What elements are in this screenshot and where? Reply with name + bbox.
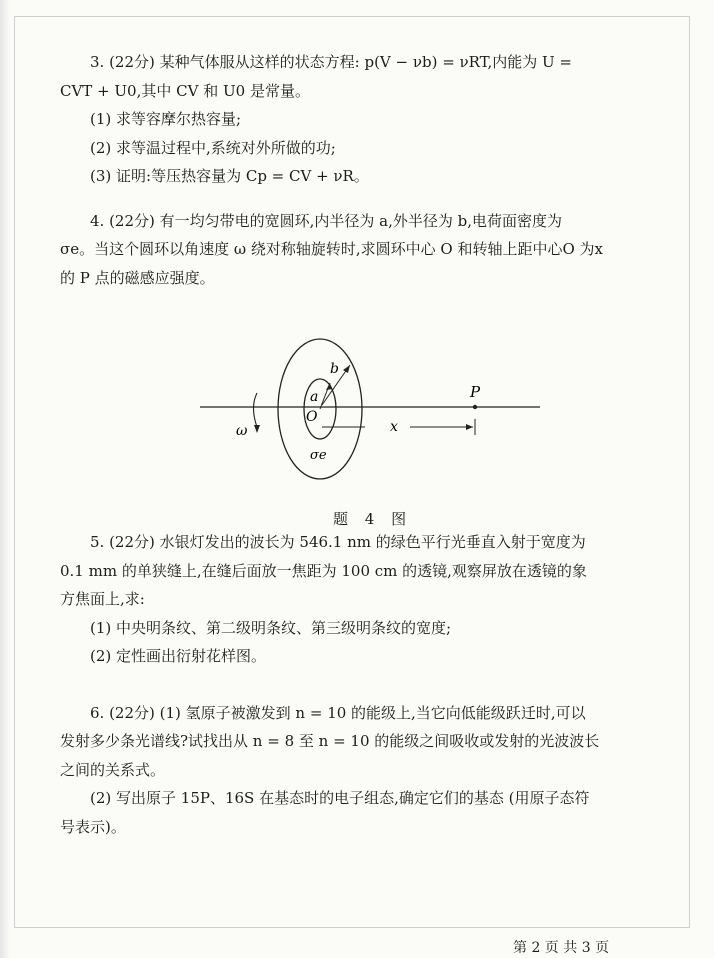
label-b: b (330, 361, 339, 377)
q6-line4: (2) 写出原子 15P、16S 在基态时的电子组态,确定它们的基态 (用原子态符 (90, 789, 590, 807)
page-footer: 第 2 页 共 3 页 (513, 940, 610, 956)
label-omega: ω (236, 423, 248, 439)
q6-line1: 6. (22分) (1) 氢原子被激发到 n = 10 的能级上,当它向低能级跃迁时,可以 (90, 703, 586, 722)
q5-line2: 0.1 mm 的单狭缝上,在缝后面放一焦距为 100 cm 的透镜,观察屏放在透镜的象 (60, 561, 587, 580)
omega-arrowhead (254, 425, 260, 433)
q3-line1: 3. (22分) 某种气体服从这样的状态方程: p(V − νb) = νRT,内能为 U = (90, 53, 572, 71)
q5-line3: 方焦面上,求: (60, 590, 145, 608)
q6-line3: 之间的关系式。 (60, 760, 166, 779)
figure-caption: 题 4 图 (333, 510, 413, 528)
x-arrowhead (466, 424, 473, 430)
omega-arc (254, 393, 258, 427)
point-p (473, 405, 477, 409)
q4-line2: σe。当这个圆环以角速度 ω 绕对称轴旋转时,求圆环中心 O 和转轴上距中心O 为x (60, 240, 604, 258)
q6-line2: 发射多少条光谱线?试找出从 n = 8 至 n = 10 的能级之间吸收或发射的光波波长 (60, 732, 600, 750)
q3-line2: CVT + U0,其中 CV 和 U0 是常量。 (60, 81, 310, 100)
q5-item-2: (2) 定性画出衍射花样图。 (90, 647, 267, 665)
q4-line3: 的 P 点的磁感应强度。 (60, 268, 215, 287)
label-x: x (390, 419, 398, 435)
label-a: a (310, 389, 319, 405)
ring-diagram (200, 335, 550, 485)
q3-item-3: (3) 证明:等压热容量为 Cp = CV + νR。 (90, 167, 369, 185)
q4-line1: 4. (22分) 有一均匀带电的宽圆环,内半径为 a,外半径为 b,电荷面密度为 (90, 211, 563, 230)
label-sigma: σe (310, 448, 327, 463)
radius-b-arrowhead (343, 365, 350, 373)
q3-item-1: (1) 求等容摩尔热容量; (90, 110, 242, 128)
label-o: O (306, 409, 318, 425)
scan-edge (0, 0, 10, 958)
q6-line5: 号表示)。 (60, 817, 126, 836)
label-p: P (470, 383, 481, 401)
q5-item-1: (1) 中央明条纹、第二级明条纹、第三级明条纹的宽度; (90, 618, 452, 637)
q5-line1: 5. (22分) 水银灯发出的波长为 546.1 nm 的绿色平行光垂直入射于宽度为 (90, 533, 586, 551)
q3-item-2: (2) 求等温过程中,系统对外所做的功; (90, 138, 336, 157)
